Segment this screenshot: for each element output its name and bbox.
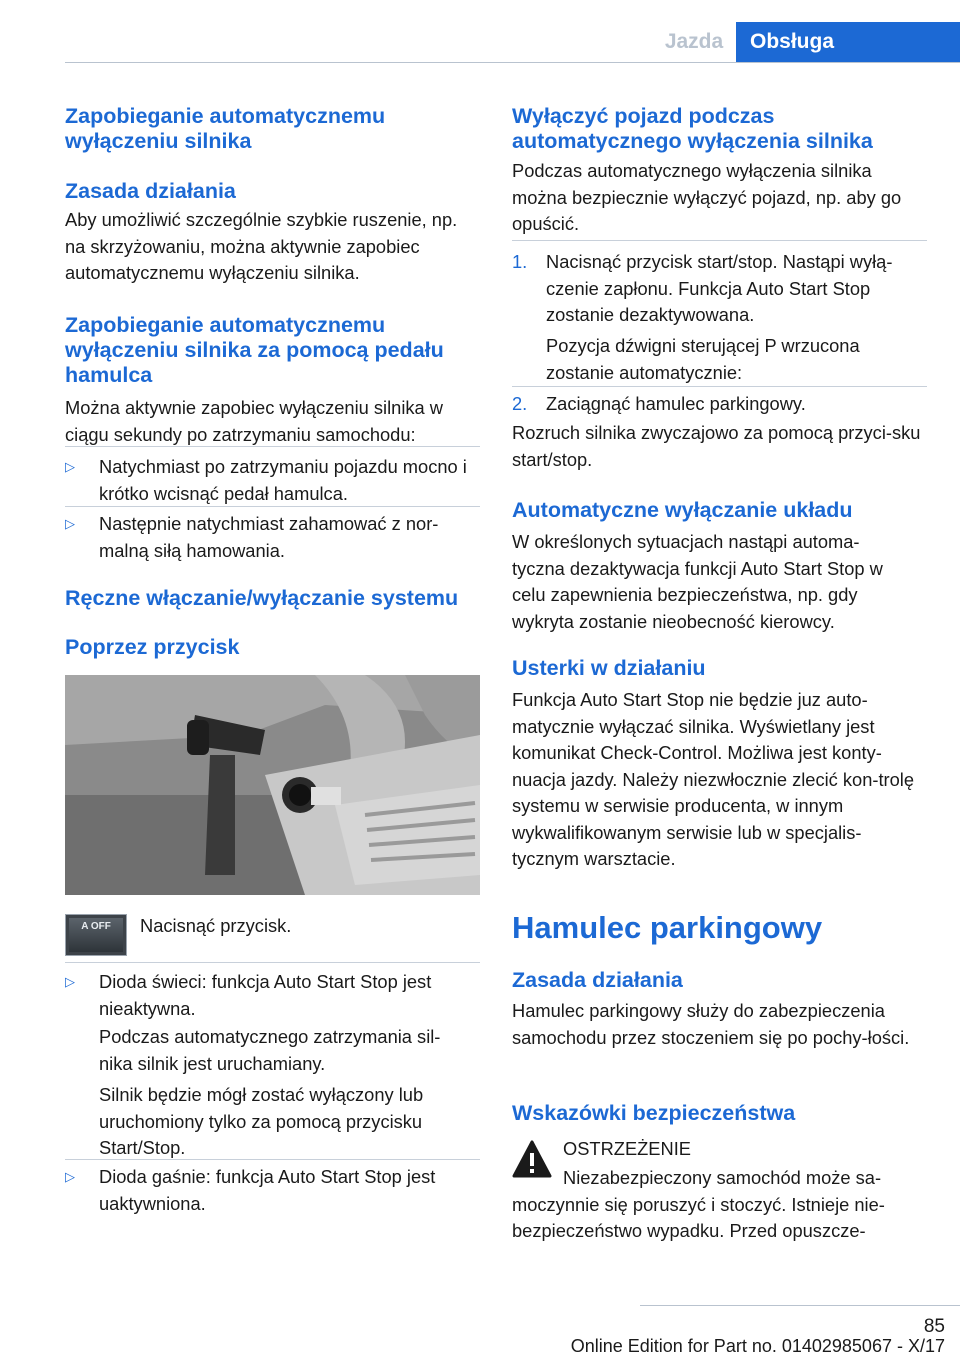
steering-column-photo [65,675,480,895]
paragraph-principle: Aby umożliwić szczególnie szybkie ruszenie, np. na skrzyżowaniu, można aktywnie zapobiec automatycznemu wyłączeniu silnika. [65,209,458,283]
triangle-bullet-icon: ▷ [65,459,75,474]
heading-principle: Zasada działania [65,179,236,203]
paragraph-switch-off: Podczas automatycznego wyłączenia silnika można bezpiecznie wyłączyć pojazd, np. aby go opuścić. [512,160,902,234]
heading-switch-off-vehicle: Wyłączyć pojazd podczas automatycznego wyłączenia silnika [512,104,873,153]
footer-edition: Online Edition for Part no. 01402985067 - X/17 [570,1336,945,1356]
paragraph-brake-pedal: Można aktywnie zapobiec wyłączeniu silnika w ciągu sekundy po zatrzymaniu samochodu: [65,397,443,445]
warning-title: OSTRZEŻENIE [563,1138,691,1159]
list-item: 1. Nacisnąć przycisk start/stop. Nastąpi wyłą-czenie zapłonu. Funkcja Auto Start Stop zostanie dezaktywowana. [512,251,893,325]
heading-principle-2: Zasada działania [512,968,683,992]
list-item: ▷ Dioda gaśnie: funkcja Auto Start Stop jest uaktywniona. [65,1166,436,1214]
auto-start-stop-button-icon: A OFF [65,914,127,956]
paragraph-restart: Rozruch silnika zwyczajowo za pomocą przyci-sku start/stop. [512,422,921,470]
list-item: ▷ Dioda świeci: funkcja Auto Start Stop jest nieaktywna. [65,971,432,1019]
list-item: ▷ Następnie natychmiast zahamować z nor-malną siłą hamowania. [65,513,439,561]
page-number: 85 [923,1316,945,1337]
step-sub-paragraph: Pozycja dźwigni sterującej P wrzucona zostanie automatycznie: [546,335,860,383]
press-button-label: Nacisnąć przycisk. [140,915,292,936]
list-item: 2. Zaciągnąć hamulec parkingowy. [512,393,806,414]
paragraph-led-on-1: Podczas automatycznego zatrzymania sil-nika silnik jest uruchamiany. [99,1026,441,1074]
triangle-bullet-icon: ▷ [65,1169,75,1184]
header-rule [65,62,960,63]
chapter-tabs [0,22,960,62]
heading-parking-brake: Hamulec parkingowy [512,910,823,945]
divider [65,506,480,507]
heading-auto-deactivation: Automatyczne wyłączanie układu [512,498,853,522]
heading-prevent-auto-off: Zapobieganie automatycznemu wyłączeniu silnika [65,104,386,153]
divider [512,386,927,387]
paragraph-faults: Funkcja Auto Start Stop nie będzie juz auto-matycznie wyłączać silnika. Wyświetlany jest komunikat Check-Control. Możliwa jest konty-nuacja jazdy. Należy niezwłocznie zlecić kon-trolę systemu w serwisie producenta, w innym wykwalifikowanym serwisie lub w specjalis-tycznym warsztacie. [512,689,915,869]
tab-obsluga[interactable]: Obsługa [736,22,960,62]
paragraph-principle-2: Hamulec parkingowy służy do zabezpieczenia samochodu przez stoczeniem się po pochy-łości. [512,1000,910,1048]
list-item: ▷ Natychmiast po zatrzymaniu pojazdu mocno i krótko wcisnąć pedał hamulca. [65,456,467,504]
divider [65,1159,480,1160]
heading-via-button: Poprzez przycisk [65,635,240,659]
divider [512,240,927,241]
warning-text: Niezabezpieczony samochód może sa-moczynnie się poruszyć i stoczyć. Istnieje nie-bezpieczeństwo wypadku. Przed opuszcze- [512,1167,885,1241]
heading-manual-toggle: Ręczne włączanie/wyłączanie systemu [65,586,459,610]
triangle-bullet-icon: ▷ [65,516,75,531]
tab-jazda[interactable]: Jazda [664,30,724,53]
heading-brake-pedal: Zapobieganie automatycznemu wyłączeniu silnika za pomocą pedału hamulca [65,313,444,387]
paragraph-auto-deactivation: W określonych sytuacjach nastąpi automa-tyczna dezaktywacja funkcji Auto Start Stop w celu zapewnienia bezpieczeństwa, np. gdy wykryta zostanie nieobecność kierowcy. [512,531,883,632]
divider [65,446,480,447]
triangle-bullet-icon: ▷ [65,974,75,989]
paragraph-led-on-2: Silnik będzie mógł zostać wyłączony lub uruchomiony tylko za pomocą przycisku Start/Stop. [99,1084,424,1158]
heading-safety-notes: Wskazówki bezpieczeństwa [512,1101,796,1125]
divider [65,962,480,963]
heading-faults: Usterki w działaniu [512,656,706,680]
footer-rule [640,1305,960,1306]
